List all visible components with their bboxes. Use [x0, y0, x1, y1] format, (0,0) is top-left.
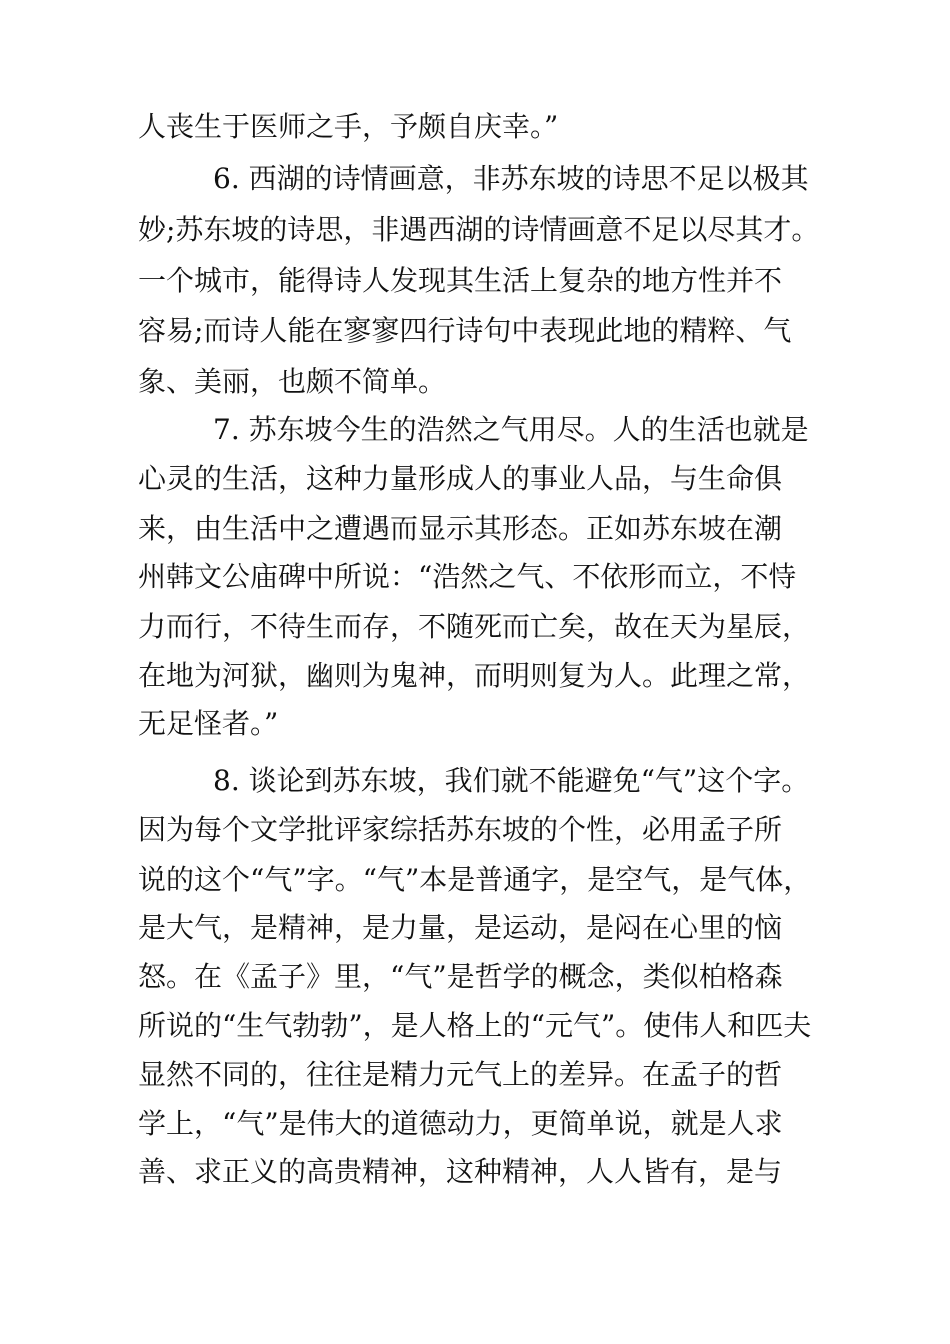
text-line: 学上，“气”是伟大的道德动力，更简单说，就是人求: [138, 1107, 783, 1140]
text-line: 显然不同的，往往是精力元气上的差异。在孟子的哲: [138, 1058, 783, 1091]
text-line: 因为每个文学批评家综括苏东坡的个性，必用孟子所: [138, 813, 783, 846]
text-line: 怒。在《孟子》里，“气”是哲学的概念，类似柏格森: [138, 960, 783, 993]
paragraph-6-first-line: 6. 西湖的诗情画意，非苏东坡的诗思不足以极其: [213, 162, 809, 195]
text-line: 象、美丽，也颇不简单。: [138, 365, 447, 398]
text-line: 所说的“生气勃勃”，是人格上的“元气”。使伟人和匹夫: [138, 1009, 812, 1042]
text-line: 是大气，是精神，是力量，是运动，是闷在心里的恼: [138, 911, 783, 944]
text-line: 善、求正义的高贵精神，这种精神，人人皆有，是与: [138, 1155, 783, 1188]
text-line: 容易;而诗人能在寥寥四行诗句中表现此地的精粹、气: [138, 314, 792, 347]
text-line: 人丧生于医师之手，予颇自庆幸。”: [138, 110, 559, 143]
text-line: 妙;苏东坡的诗思，非遇西湖的诗情画意不足以尽其才。: [138, 213, 820, 246]
text-line: 无足怪者。”: [138, 707, 279, 740]
text-line: 州韩文公庙碑中所说：“浩然之气、不依形而立，不恃: [138, 560, 797, 593]
text-line: 说的这个“气”字。“气”本是普通字，是空气，是气体，: [138, 863, 812, 896]
text-line: 一个城市，能得诗人发现其生活上复杂的地方性并不: [138, 264, 783, 297]
text-line: 力而行，不待生而存，不随死而亡矣，故在天为星辰，: [138, 610, 811, 643]
text-line: 心灵的生活，这种力量形成人的事业人品，与生命俱: [138, 462, 783, 495]
paragraph-8-first-line: 8. 谈论到苏东坡，我们就不能避免“气”这个字。: [213, 764, 810, 797]
text-line: 来，由生活中之遭遇而显示其形态。正如苏东坡在潮: [138, 512, 783, 545]
text-line: 在地为河狱，幽则为鬼神，而明则复为人。此理之常，: [138, 659, 811, 692]
paragraph-7-first-line: 7. 苏东坡今生的浩然之气用尽。人的生活也就是: [213, 413, 809, 446]
